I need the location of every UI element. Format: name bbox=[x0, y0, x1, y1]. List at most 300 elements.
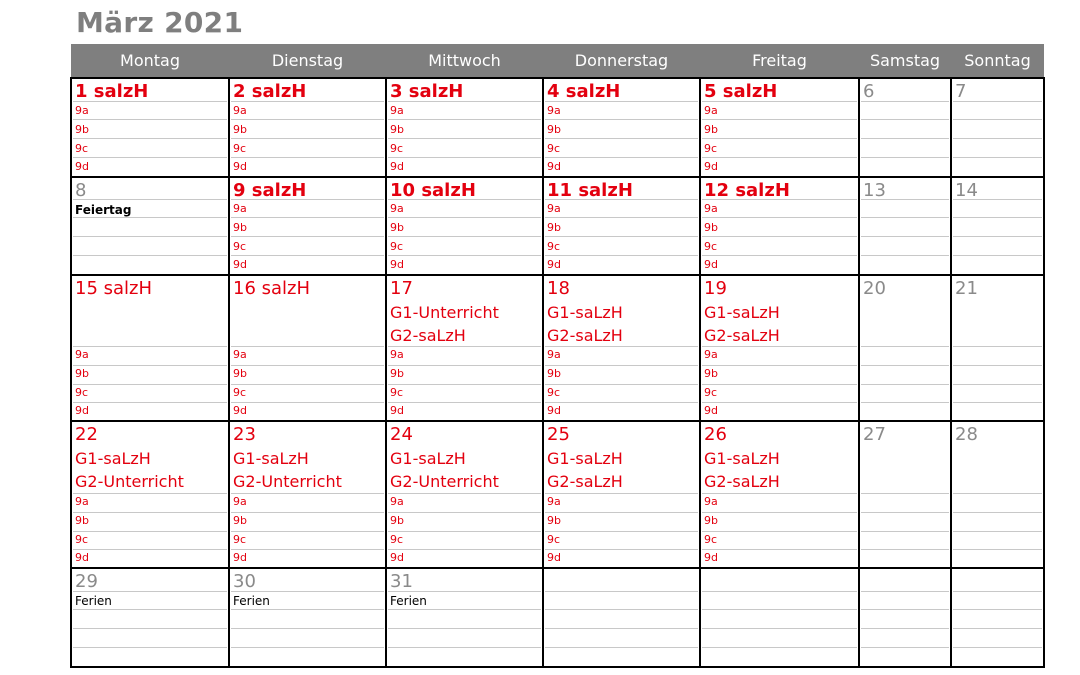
day-cell[interactable] bbox=[543, 78, 700, 177]
cell-rule bbox=[953, 531, 1042, 532]
group-status: G2-saLzH bbox=[547, 326, 623, 345]
cell-rule bbox=[231, 217, 384, 218]
class-slot-9c: 9c bbox=[547, 532, 561, 546]
class-slot-9d: 9d bbox=[390, 160, 404, 174]
cell-rule bbox=[388, 236, 541, 237]
cell-rule bbox=[73, 255, 227, 256]
class-slot-9a: 9a bbox=[390, 202, 404, 216]
class-slot-9b: 9b bbox=[547, 220, 561, 234]
cell-rule bbox=[231, 512, 384, 513]
cell-rule bbox=[861, 531, 949, 532]
day-cell[interactable] bbox=[229, 177, 386, 275]
day-cell[interactable] bbox=[951, 78, 1044, 177]
class-slot-9c: 9c bbox=[75, 385, 89, 399]
class-slot-9d: 9d bbox=[704, 551, 718, 565]
cell-rule bbox=[231, 346, 384, 347]
class-slot-9a: 9a bbox=[547, 348, 561, 362]
cell-rule bbox=[545, 531, 698, 532]
class-slot-9c: 9c bbox=[390, 385, 404, 399]
cell-rule bbox=[388, 157, 541, 158]
cell-rule bbox=[861, 365, 949, 366]
class-slot-9a: 9a bbox=[547, 495, 561, 509]
class-slot-9c: 9c bbox=[233, 141, 247, 155]
class-slot-9c: 9c bbox=[390, 141, 404, 155]
day-cell[interactable] bbox=[700, 568, 859, 667]
class-slot-9c: 9c bbox=[233, 385, 247, 399]
class-slot-9d: 9d bbox=[547, 551, 561, 565]
weekday-freitag: Freitag bbox=[752, 51, 807, 70]
class-slot-9a: 9a bbox=[75, 104, 89, 118]
class-slot-9b: 9b bbox=[233, 513, 247, 527]
cell-rule bbox=[545, 549, 698, 550]
cell-rule bbox=[73, 138, 227, 139]
day-number: 20 bbox=[863, 278, 886, 299]
cell-rule bbox=[231, 628, 384, 629]
day-number: 11 salzH bbox=[547, 180, 633, 201]
cell-rule bbox=[702, 157, 857, 158]
day-cell[interactable] bbox=[859, 421, 951, 568]
day-cell[interactable] bbox=[700, 78, 859, 177]
cell-rule bbox=[231, 157, 384, 158]
day-cell[interactable] bbox=[859, 275, 951, 421]
class-slot-9c: 9c bbox=[547, 239, 561, 253]
day-cell[interactable] bbox=[543, 177, 700, 275]
cell-rule bbox=[545, 157, 698, 158]
group-status: G2-saLzH bbox=[547, 472, 623, 491]
grid-vertical-line bbox=[385, 78, 387, 668]
day-number: 1 salzH bbox=[75, 81, 149, 102]
group-status: G2-saLzH bbox=[704, 472, 780, 491]
day-note: Ferien bbox=[390, 594, 427, 608]
day-number: 4 salzH bbox=[547, 81, 621, 102]
cell-rule bbox=[73, 531, 227, 532]
class-slot-9d: 9d bbox=[75, 551, 89, 565]
cell-rule bbox=[545, 647, 698, 648]
cell-rule bbox=[388, 365, 541, 366]
day-number: 26 bbox=[704, 424, 727, 445]
group-status: G1-saLzH bbox=[75, 449, 151, 468]
day-cell[interactable] bbox=[543, 421, 700, 568]
cell-rule bbox=[231, 647, 384, 648]
cell-rule bbox=[861, 217, 949, 218]
day-cell[interactable] bbox=[229, 421, 386, 568]
cell-rule bbox=[545, 365, 698, 366]
grid-vertical-line bbox=[70, 78, 72, 668]
day-number: 5 salzH bbox=[704, 81, 778, 102]
cell-rule bbox=[388, 217, 541, 218]
cell-rule bbox=[702, 217, 857, 218]
grid-horizontal-line bbox=[70, 420, 1045, 422]
group-status: G2-Unterricht bbox=[390, 472, 499, 491]
cell-rule bbox=[861, 549, 949, 550]
day-cell[interactable] bbox=[951, 421, 1044, 568]
day-number: 2 salzH bbox=[233, 81, 307, 102]
cell-rule bbox=[953, 549, 1042, 550]
cell-rule bbox=[702, 591, 857, 592]
cell-rule bbox=[702, 531, 857, 532]
grid-horizontal-line bbox=[70, 567, 1045, 569]
weekday-donnerstag: Donnerstag bbox=[574, 51, 669, 70]
cell-rule bbox=[231, 138, 384, 139]
day-number: 22 bbox=[75, 424, 98, 445]
day-cell[interactable] bbox=[859, 177, 951, 275]
cell-rule bbox=[953, 647, 1042, 648]
day-number: 28 bbox=[955, 424, 978, 445]
class-slot-9a: 9a bbox=[547, 202, 561, 216]
cell-rule bbox=[545, 493, 698, 494]
class-slot-9b: 9b bbox=[547, 122, 561, 136]
cell-rule bbox=[861, 512, 949, 513]
class-slot-9b: 9b bbox=[233, 366, 247, 380]
cell-rule bbox=[702, 255, 857, 256]
cell-rule bbox=[702, 384, 857, 385]
group-status: G1-saLzH bbox=[704, 449, 780, 468]
cell-rule bbox=[702, 493, 857, 494]
cell-rule bbox=[388, 493, 541, 494]
class-slot-9a: 9a bbox=[704, 495, 718, 509]
grid-vertical-line bbox=[1043, 78, 1045, 668]
cell-rule bbox=[231, 609, 384, 610]
day-cell[interactable] bbox=[229, 78, 386, 177]
class-slot-9c: 9c bbox=[547, 385, 561, 399]
class-slot-9b: 9b bbox=[704, 220, 718, 234]
cell-rule bbox=[702, 236, 857, 237]
day-cell[interactable] bbox=[700, 177, 859, 275]
cell-rule bbox=[73, 512, 227, 513]
weekday-dienstag: Dienstag bbox=[271, 51, 344, 70]
day-note: Feiertag bbox=[75, 203, 132, 217]
day-number: 18 bbox=[547, 278, 570, 299]
cell-rule bbox=[73, 236, 227, 237]
cell-rule bbox=[388, 384, 541, 385]
cell-rule bbox=[231, 531, 384, 532]
cell-rule bbox=[231, 384, 384, 385]
group-status: G1-saLzH bbox=[704, 303, 780, 322]
cell-rule bbox=[861, 255, 949, 256]
cell-rule bbox=[861, 493, 949, 494]
class-slot-9b: 9b bbox=[390, 366, 404, 380]
class-slot-9c: 9c bbox=[233, 239, 247, 253]
cell-rule bbox=[953, 512, 1042, 513]
cell-rule bbox=[953, 493, 1042, 494]
day-cell[interactable] bbox=[951, 275, 1044, 421]
cell-rule bbox=[953, 591, 1042, 592]
cell-rule bbox=[953, 384, 1042, 385]
day-note: Ferien bbox=[233, 594, 270, 608]
day-cell[interactable] bbox=[859, 568, 951, 667]
class-slot-9a: 9a bbox=[547, 104, 561, 118]
cell-rule bbox=[861, 609, 949, 610]
day-number: 17 bbox=[390, 278, 413, 299]
class-slot-9c: 9c bbox=[704, 141, 718, 155]
class-slot-9d: 9d bbox=[704, 160, 718, 174]
class-slot-9d: 9d bbox=[547, 258, 561, 272]
grid-horizontal-line bbox=[70, 666, 1045, 668]
day-number: 23 bbox=[233, 424, 256, 445]
cell-rule bbox=[702, 138, 857, 139]
cell-rule bbox=[73, 157, 227, 158]
day-number: 25 bbox=[547, 424, 570, 445]
day-cell[interactable] bbox=[386, 177, 543, 275]
class-slot-9b: 9b bbox=[704, 366, 718, 380]
cell-rule bbox=[545, 138, 698, 139]
day-number: 21 bbox=[955, 278, 978, 299]
class-slot-9b: 9b bbox=[75, 366, 89, 380]
class-slot-9b: 9b bbox=[390, 122, 404, 136]
day-number: 24 bbox=[390, 424, 413, 445]
day-cell[interactable] bbox=[71, 275, 229, 421]
cell-rule bbox=[861, 119, 949, 120]
cell-rule bbox=[388, 628, 541, 629]
class-slot-9d: 9d bbox=[75, 404, 89, 418]
cell-rule bbox=[73, 493, 227, 494]
class-slot-9b: 9b bbox=[233, 122, 247, 136]
cell-rule bbox=[388, 609, 541, 610]
cell-rule bbox=[953, 402, 1042, 403]
cell-rule bbox=[861, 138, 949, 139]
day-number: 8 bbox=[75, 180, 87, 201]
cell-rule bbox=[388, 549, 541, 550]
page-title: März 2021 bbox=[76, 6, 244, 39]
cell-rule bbox=[388, 512, 541, 513]
cell-rule bbox=[702, 402, 857, 403]
cell-rule bbox=[953, 217, 1042, 218]
day-number: 29 bbox=[75, 571, 98, 592]
cell-rule bbox=[73, 647, 227, 648]
class-slot-9c: 9c bbox=[390, 239, 404, 253]
cell-rule bbox=[861, 384, 949, 385]
day-number: 9 salzH bbox=[233, 180, 307, 201]
day-cell[interactable] bbox=[386, 421, 543, 568]
cell-rule bbox=[545, 217, 698, 218]
class-slot-9a: 9a bbox=[233, 202, 247, 216]
group-status: G1-saLzH bbox=[547, 449, 623, 468]
cell-rule bbox=[545, 512, 698, 513]
cell-rule bbox=[545, 384, 698, 385]
cell-rule bbox=[545, 591, 698, 592]
class-slot-9d: 9d bbox=[233, 551, 247, 565]
day-cell[interactable] bbox=[951, 177, 1044, 275]
class-slot-9d: 9d bbox=[390, 258, 404, 272]
cell-rule bbox=[231, 365, 384, 366]
cell-rule bbox=[702, 365, 857, 366]
day-cell[interactable] bbox=[700, 275, 859, 421]
group-status: G2-Unterricht bbox=[75, 472, 184, 491]
day-cell[interactable] bbox=[71, 78, 229, 177]
cell-rule bbox=[861, 591, 949, 592]
cell-rule bbox=[73, 402, 227, 403]
class-slot-9b: 9b bbox=[390, 513, 404, 527]
class-slot-9b: 9b bbox=[704, 122, 718, 136]
class-slot-9c: 9c bbox=[704, 239, 718, 253]
cell-rule bbox=[861, 157, 949, 158]
cell-rule bbox=[231, 119, 384, 120]
group-status: G1-saLzH bbox=[390, 449, 466, 468]
class-slot-9a: 9a bbox=[704, 202, 718, 216]
cell-rule bbox=[953, 157, 1042, 158]
cell-rule bbox=[702, 549, 857, 550]
class-slot-9d: 9d bbox=[390, 551, 404, 565]
group-status: G1-Unterricht bbox=[390, 303, 499, 322]
cell-rule bbox=[388, 531, 541, 532]
cell-rule bbox=[702, 628, 857, 629]
class-slot-9c: 9c bbox=[75, 532, 89, 546]
cell-rule bbox=[231, 402, 384, 403]
group-status: G2-Unterricht bbox=[233, 472, 342, 491]
class-slot-9d: 9d bbox=[233, 160, 247, 174]
day-number: 3 salzH bbox=[390, 81, 464, 102]
cell-rule bbox=[953, 236, 1042, 237]
weekday-mittwoch: Mittwoch bbox=[428, 51, 501, 70]
class-slot-9b: 9b bbox=[390, 220, 404, 234]
day-cell[interactable] bbox=[543, 275, 700, 421]
cell-rule bbox=[861, 647, 949, 648]
class-slot-9b: 9b bbox=[704, 513, 718, 527]
class-slot-9c: 9c bbox=[704, 385, 718, 399]
class-slot-9a: 9a bbox=[233, 495, 247, 509]
cell-rule bbox=[702, 119, 857, 120]
grid-vertical-line bbox=[858, 78, 860, 668]
class-slot-9b: 9b bbox=[233, 220, 247, 234]
cell-rule bbox=[861, 402, 949, 403]
cell-rule bbox=[953, 346, 1042, 347]
day-cell[interactable] bbox=[386, 275, 543, 421]
cell-rule bbox=[73, 346, 227, 347]
day-cell[interactable] bbox=[229, 568, 386, 667]
class-slot-9a: 9a bbox=[233, 348, 247, 362]
cell-rule bbox=[702, 609, 857, 610]
grid-horizontal-line bbox=[70, 77, 1045, 79]
cell-rule bbox=[545, 119, 698, 120]
cell-rule bbox=[702, 647, 857, 648]
class-slot-9c: 9c bbox=[233, 532, 247, 546]
day-cell[interactable] bbox=[543, 568, 700, 667]
cell-rule bbox=[545, 236, 698, 237]
day-cell[interactable] bbox=[859, 78, 951, 177]
class-slot-9a: 9a bbox=[704, 104, 718, 118]
cell-rule bbox=[73, 199, 227, 200]
cell-rule bbox=[73, 549, 227, 550]
cell-rule bbox=[231, 493, 384, 494]
cell-rule bbox=[953, 255, 1042, 256]
weekday-sonntag: Sonntag bbox=[964, 51, 1031, 70]
cell-rule bbox=[545, 609, 698, 610]
class-slot-9c: 9c bbox=[547, 141, 561, 155]
cell-rule bbox=[702, 512, 857, 513]
class-slot-9d: 9d bbox=[547, 404, 561, 418]
day-cell[interactable] bbox=[951, 568, 1044, 667]
cell-rule bbox=[545, 402, 698, 403]
cell-rule bbox=[388, 119, 541, 120]
cell-rule bbox=[388, 402, 541, 403]
day-number: 19 bbox=[704, 278, 727, 299]
class-slot-9d: 9d bbox=[704, 258, 718, 272]
cell-rule bbox=[545, 628, 698, 629]
cell-rule bbox=[953, 609, 1042, 610]
day-cell[interactable] bbox=[71, 421, 229, 568]
cell-rule bbox=[861, 346, 949, 347]
day-number: 27 bbox=[863, 424, 886, 445]
day-number: 16 salzH bbox=[233, 278, 311, 299]
group-status: G2-saLzH bbox=[390, 326, 466, 345]
class-slot-9d: 9d bbox=[390, 404, 404, 418]
grid-vertical-line bbox=[228, 78, 230, 668]
class-slot-9a: 9a bbox=[75, 348, 89, 362]
day-cell[interactable] bbox=[700, 421, 859, 568]
day-cell[interactable] bbox=[71, 568, 229, 667]
group-status: G2-saLzH bbox=[704, 326, 780, 345]
cell-rule bbox=[231, 255, 384, 256]
group-status: G1-saLzH bbox=[547, 303, 623, 322]
day-cell[interactable] bbox=[71, 177, 229, 275]
class-slot-9b: 9b bbox=[547, 366, 561, 380]
class-slot-9a: 9a bbox=[390, 348, 404, 362]
grid-horizontal-line bbox=[70, 274, 1045, 276]
class-slot-9c: 9c bbox=[75, 141, 89, 155]
cell-rule bbox=[953, 138, 1042, 139]
day-number: 12 salzH bbox=[704, 180, 790, 201]
grid-vertical-line bbox=[950, 78, 952, 668]
cell-rule bbox=[73, 365, 227, 366]
cell-rule bbox=[231, 549, 384, 550]
class-slot-9c: 9c bbox=[390, 532, 404, 546]
cell-rule bbox=[73, 384, 227, 385]
cell-rule bbox=[953, 119, 1042, 120]
day-cell[interactable] bbox=[229, 275, 386, 421]
class-slot-9d: 9d bbox=[547, 160, 561, 174]
class-slot-9a: 9a bbox=[704, 348, 718, 362]
grid-vertical-line bbox=[542, 78, 544, 668]
cell-rule bbox=[388, 647, 541, 648]
cell-rule bbox=[388, 255, 541, 256]
cell-rule bbox=[861, 236, 949, 237]
class-slot-9d: 9d bbox=[233, 404, 247, 418]
cell-rule bbox=[73, 609, 227, 610]
day-number: 13 bbox=[863, 180, 886, 201]
day-number: 10 salzH bbox=[390, 180, 476, 201]
class-slot-9a: 9a bbox=[75, 495, 89, 509]
day-number: 31 bbox=[390, 571, 413, 592]
cell-rule bbox=[73, 628, 227, 629]
cell-rule bbox=[953, 628, 1042, 629]
class-slot-9a: 9a bbox=[233, 104, 247, 118]
cell-rule bbox=[231, 236, 384, 237]
day-number: 7 bbox=[955, 81, 967, 102]
cell-rule bbox=[953, 365, 1042, 366]
day-cell[interactable] bbox=[386, 568, 543, 667]
cell-rule bbox=[545, 255, 698, 256]
class-slot-9a: 9a bbox=[390, 104, 404, 118]
day-number: 14 bbox=[955, 180, 978, 201]
group-status: G1-saLzH bbox=[233, 449, 309, 468]
day-number: 30 bbox=[233, 571, 256, 592]
grid-horizontal-line bbox=[70, 176, 1045, 178]
class-slot-9c: 9c bbox=[704, 532, 718, 546]
class-slot-9b: 9b bbox=[75, 122, 89, 136]
cell-rule bbox=[73, 119, 227, 120]
grid-vertical-line bbox=[699, 78, 701, 668]
day-number: 15 salzH bbox=[75, 278, 153, 299]
day-note: Ferien bbox=[75, 594, 112, 608]
cell-rule bbox=[388, 138, 541, 139]
day-cell[interactable] bbox=[386, 78, 543, 177]
cell-rule bbox=[861, 628, 949, 629]
class-slot-9a: 9a bbox=[390, 495, 404, 509]
weekday-montag: Montag bbox=[120, 51, 180, 70]
day-number: 6 bbox=[863, 81, 875, 102]
class-slot-9d: 9d bbox=[233, 258, 247, 272]
class-slot-9d: 9d bbox=[704, 404, 718, 418]
